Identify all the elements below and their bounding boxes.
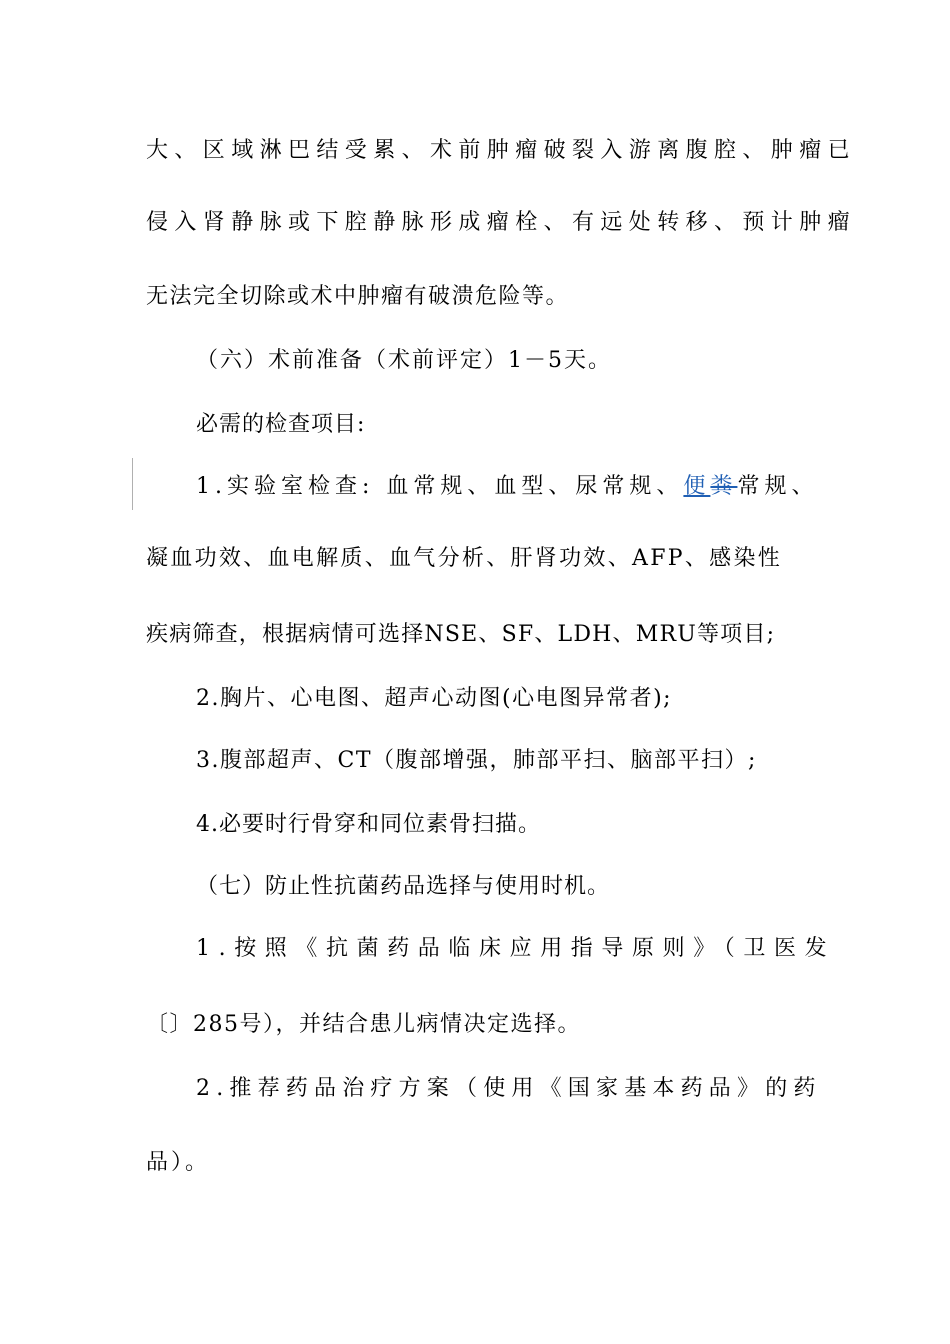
- paragraph-line-1: [146, 134, 857, 168]
- text-line: 3.腹部超声、CT（腹部增强，肺部平扫、脑部平扫）;: [196, 748, 757, 773]
- text-line: 侵入肾静脉或下腔静脉形成瘤栓、有远处转移、预计肿瘤: [146, 210, 857, 235]
- text-line: 2.推荐药品治疗方案（使用《国家基本药品》的药: [196, 1076, 822, 1101]
- text-line: 〔〕285号），并结合患儿病情决定选择。: [146, 1012, 581, 1037]
- text-line: 品）。: [146, 1150, 211, 1175]
- section-heading-7: [196, 870, 610, 904]
- lab-tests-line: [196, 470, 818, 504]
- list-item-2b: [196, 1072, 822, 1106]
- text-line: 无法完全切除或术中肿瘤有破溃危险等。: [146, 284, 570, 309]
- paragraph-line-8: [146, 618, 775, 652]
- text-line: 疾病筛查，根据病情可选择NSE、SF、LDH、MRU等项目;: [146, 622, 776, 647]
- text-line: 2.胸片、心电图、超声心动图(心电图异常者);: [196, 686, 673, 711]
- revision-margin-bar: [132, 458, 133, 510]
- text-line: （七）防止性抗菌药品选择与使用时机。: [196, 874, 611, 899]
- text-line: （六）术前准备（术前评定）1－5天。: [196, 348, 612, 373]
- checklist-heading: [196, 408, 365, 442]
- paragraph-line-2: [146, 206, 857, 240]
- text-line-continued: 常规、: [737, 474, 819, 499]
- text-line: 4.必要时行骨穿和同位素骨扫描。: [196, 812, 541, 837]
- section-heading-6: [196, 344, 612, 378]
- list-item-4: [196, 808, 541, 842]
- tracked-deletion[interactable]: 粪: [710, 474, 738, 499]
- list-item-3: [196, 744, 757, 778]
- text-line: 凝血功效、血电解质、血气分析、肝肾功效、AFP、感染性: [146, 546, 783, 571]
- text-line: 大、区域淋巴结受累、术前肿瘤破裂入游离腹腔、肿瘤已: [146, 138, 857, 163]
- list-item-2: [196, 682, 672, 716]
- tracked-insert-link[interactable]: 便: [683, 474, 711, 499]
- paragraph-line-3: [146, 280, 569, 314]
- list-item-1b: [196, 932, 835, 966]
- text-line: 必需的检查项目:: [196, 412, 366, 437]
- paragraph-line-7: [146, 542, 782, 576]
- paragraph-line-16: [146, 1146, 210, 1180]
- text-line: 1.实验室检查: 血常规、血型、尿常规、: [196, 474, 684, 499]
- paragraph-line-14: [146, 1008, 581, 1042]
- text-line: 1.按照《抗菌药品临床应用指导原则》（卫医发: [196, 936, 836, 961]
